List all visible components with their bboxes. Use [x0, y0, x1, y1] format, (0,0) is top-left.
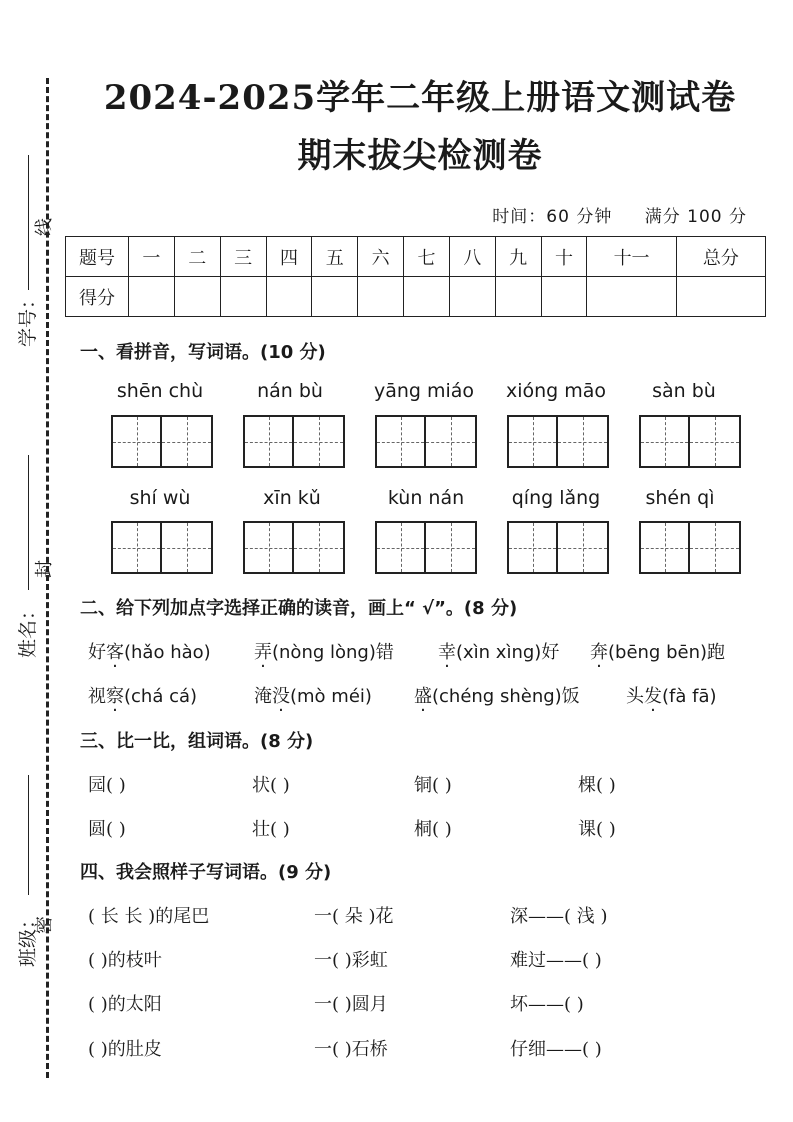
- class-label: 班级：: [17, 909, 40, 968]
- dotted-char: 幸: [438, 642, 456, 663]
- fill-item[interactable]: 仔细——( ): [510, 1039, 602, 1060]
- score-row-label: 得分: [66, 277, 129, 317]
- compare-item[interactable]: 状( ): [252, 775, 290, 796]
- score-cell[interactable]: [358, 277, 404, 317]
- score-header-cell: 一: [129, 237, 175, 277]
- reading-item[interactable]: 弄(nòng lòng)错: [254, 642, 394, 663]
- reading-item[interactable]: 幸(xìn xìng)好: [438, 642, 560, 663]
- dotted-char: 盛: [414, 686, 432, 707]
- compare-item[interactable]: 壮( ): [252, 819, 290, 840]
- exam-title: 2024-2025学年二年级上册语文测试卷: [103, 78, 737, 118]
- dotted-char: 发: [644, 686, 662, 707]
- writing-grid[interactable]: [243, 521, 345, 574]
- score-header-cell: 九: [495, 237, 541, 277]
- class-line: [28, 775, 29, 895]
- writing-grid[interactable]: [507, 521, 609, 574]
- pinyin-label: xīn kǔ: [263, 487, 321, 509]
- name-label: 姓名：: [17, 600, 40, 659]
- score-header-cell: 总分: [676, 237, 765, 277]
- exam-time: 时间：60 分钟: [492, 207, 613, 227]
- compare-item[interactable]: 桐( ): [414, 819, 452, 840]
- score-header-cell: 二: [174, 237, 220, 277]
- score-header-cell: 三: [220, 237, 266, 277]
- dotted-char: 察: [106, 686, 124, 707]
- pinyin-label: qíng lǎng: [511, 487, 601, 509]
- fill-item[interactable]: ( )的肚皮: [88, 1039, 162, 1060]
- reading-item[interactable]: 奔(bēng bēn)跑: [590, 642, 726, 663]
- score-header-cell: 题号: [66, 237, 129, 277]
- pinyin-label: shén qì: [645, 487, 715, 509]
- section4-title: 四、我会照样子写词语。(9 分): [80, 862, 332, 883]
- score-cell[interactable]: [266, 277, 312, 317]
- score-table-score-row: [66, 277, 766, 317]
- pinyin-label: nán bù: [257, 380, 323, 402]
- score-cell[interactable]: [449, 277, 495, 317]
- fill-item[interactable]: 一( )彩虹: [314, 950, 388, 971]
- binding-mark-line: 线: [34, 218, 55, 236]
- compare-item[interactable]: 棵( ): [578, 775, 616, 796]
- pinyin-label: sàn bù: [652, 380, 716, 402]
- score-cell[interactable]: [587, 277, 676, 317]
- score-table-header-row: [66, 237, 766, 277]
- score-cell[interactable]: [174, 277, 220, 317]
- score-header-cell: 六: [358, 237, 404, 277]
- reading-item[interactable]: 好客(hǎo hào): [88, 642, 211, 663]
- score-header-cell: 十一: [587, 237, 676, 277]
- dotted-char: 客: [106, 642, 124, 663]
- dotted-char: 弄: [254, 642, 272, 663]
- score-table: [65, 236, 766, 317]
- score-cell[interactable]: [495, 277, 541, 317]
- writing-grid[interactable]: [375, 521, 477, 574]
- score-cell[interactable]: [404, 277, 450, 317]
- score-cell[interactable]: [129, 277, 175, 317]
- exam-meta: [482, 202, 747, 227]
- compare-item[interactable]: 园( ): [88, 775, 126, 796]
- pinyin-label: yāng miáo: [373, 380, 475, 402]
- score-header-cell: 八: [449, 237, 495, 277]
- reading-item[interactable]: 头发(fà fā): [626, 686, 717, 707]
- pinyin-label: xióng māo: [505, 380, 607, 402]
- example-item: ( 长 长 )的尾巴: [88, 906, 210, 927]
- binding-mark-secret: 密: [34, 916, 55, 934]
- student-id-label: 学号：: [17, 289, 40, 348]
- writing-grid[interactable]: [111, 415, 213, 468]
- binding-mark-seal: 封: [34, 560, 55, 578]
- name-line: [28, 455, 29, 590]
- writing-grid[interactable]: [375, 415, 477, 468]
- score-header-cell: 七: [404, 237, 450, 277]
- writing-grid[interactable]: [243, 415, 345, 468]
- compare-item[interactable]: 铜( ): [414, 775, 452, 796]
- pinyin-label: shēn chù: [116, 380, 204, 402]
- example-item: 一( 朵 )花: [314, 906, 394, 927]
- fill-item[interactable]: 一( )石桥: [314, 1039, 388, 1060]
- student-id-line: [28, 155, 29, 290]
- score-header-cell: 四: [266, 237, 312, 277]
- example-item: 深——( 浅 ): [510, 906, 608, 927]
- score-cell[interactable]: [676, 277, 765, 317]
- pinyin-label: shí wù: [129, 487, 191, 509]
- exam-subtitle: 期末拔尖检测卷: [297, 136, 543, 176]
- dotted-char: 奔: [590, 642, 608, 663]
- fill-item[interactable]: 一( )圆月: [314, 994, 388, 1015]
- fill-item[interactable]: 难过——( ): [510, 950, 602, 971]
- pinyin-label: kùn nán: [387, 487, 465, 509]
- writing-grid[interactable]: [507, 415, 609, 468]
- compare-item[interactable]: 圆( ): [88, 819, 126, 840]
- writing-grid[interactable]: [639, 521, 741, 574]
- compare-item[interactable]: 课( ): [578, 819, 616, 840]
- dotted-char: 没: [272, 686, 290, 707]
- score-cell[interactable]: [541, 277, 587, 317]
- fill-item[interactable]: ( )的太阳: [88, 994, 162, 1015]
- writing-grid[interactable]: [639, 415, 741, 468]
- fill-item[interactable]: ( )的枝叶: [88, 950, 162, 971]
- score-cell[interactable]: [312, 277, 358, 317]
- section1-title: 一、看拼音，写词语。(10 分): [80, 342, 326, 363]
- reading-item[interactable]: 盛(chéng shèng)饭: [414, 686, 580, 707]
- fill-item[interactable]: 坏——( ): [510, 994, 584, 1015]
- score-cell[interactable]: [220, 277, 266, 317]
- exam-full-score: 满分 100 分: [644, 207, 747, 227]
- score-header-cell: 十: [541, 237, 587, 277]
- section3-title: 三、比一比，组词语。(8 分): [80, 731, 314, 752]
- reading-item[interactable]: 淹没(mò méi): [254, 686, 372, 707]
- section2-title: 二、给下列加点字选择正确的读音，画上“ √”。(8 分): [80, 598, 518, 619]
- score-header-cell: 五: [312, 237, 358, 277]
- writing-grid[interactable]: [111, 521, 213, 574]
- reading-item[interactable]: 视察(chá cá): [88, 686, 198, 707]
